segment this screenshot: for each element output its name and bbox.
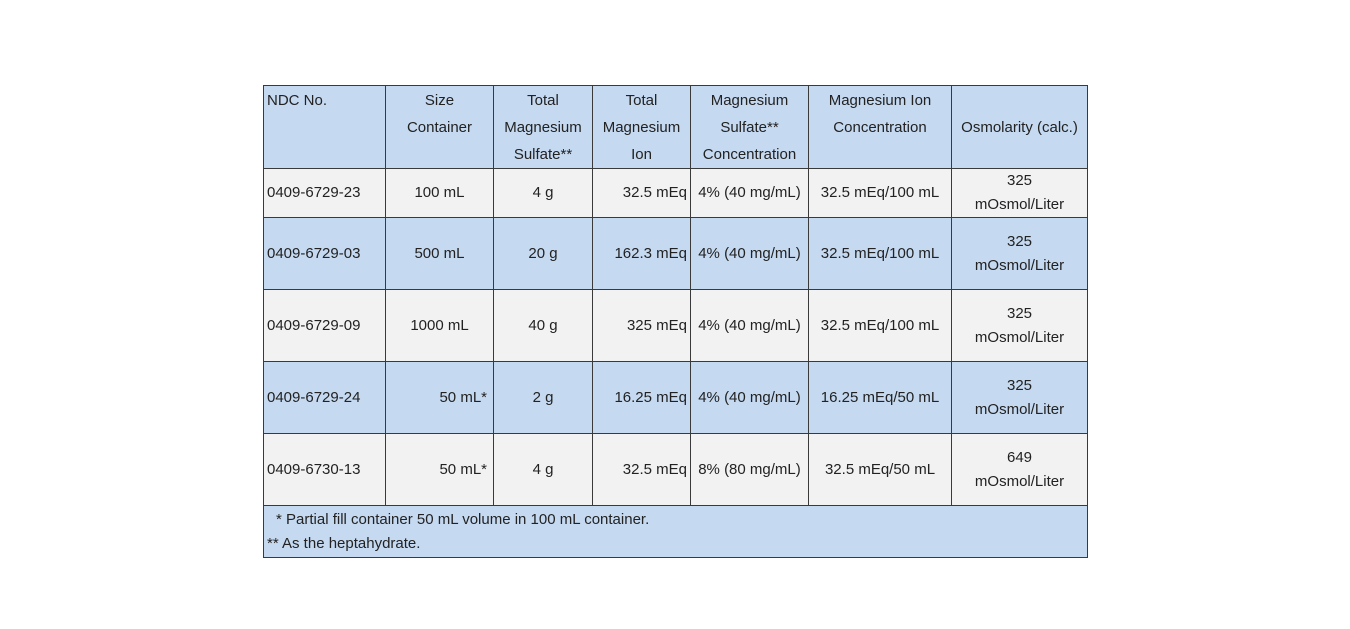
cell-osmolarity [952,362,1088,434]
cell-total-ion: 162.3 mEq [593,218,691,290]
cell-total-ion: 32.5 mEq [593,169,691,218]
cell-total-ion: 32.5 mEq [593,434,691,506]
cell-sulfate-concentration: 4% (40 mg/mL) [691,169,809,218]
cell-ndc: 0409-6730-13 [264,434,386,506]
cell-osmolarity [952,218,1088,290]
cell-total-ion: 16.25 mEq [593,362,691,434]
cell-size: 1000 mL [386,290,494,362]
table-row [264,169,1088,218]
header-size: Size Container [386,86,494,169]
cell-sulfate-concentration: 4% (40 mg/mL) [691,362,809,434]
cell-ion-concentration: 32.5 mEq/100 mL [809,218,952,290]
cell-total-sulfate: 4 g [494,169,593,218]
product-table-container [263,85,1087,558]
header-ndc: NDC No. [264,86,386,169]
cell-sulfate-concentration: 4% (40 mg/mL) [691,290,809,362]
header-total-ion: Total Magnesium Ion [593,86,691,169]
cell-ndc: 0409-6729-03 [264,218,386,290]
footnote-cell [264,506,1088,558]
osmolarity-unit: mOsmol/Liter [974,328,1065,346]
product-table [263,85,1088,558]
header-total-sulfate: Total Magnesium Sulfate** [494,86,593,169]
osmolarity-value: 325 [1006,172,1033,189]
cell-total-ion: 325 mEq [593,290,691,362]
cell-sulfate-concentration: 8% (80 mg/mL) [691,434,809,506]
osmolarity-value: 325 [1006,376,1033,394]
header-ion-concentration: Magnesium Ion Concentration [809,86,952,169]
cell-size: 50 mL* [386,434,494,506]
table-row [264,290,1088,362]
cell-ion-concentration: 16.25 mEq/50 mL [809,362,952,434]
osmolarity-unit: mOsmol/Liter [974,472,1065,490]
cell-ion-concentration: 32.5 mEq/50 mL [809,434,952,506]
header-osmolarity: Osmolarity (calc.) [952,86,1088,169]
header-row [264,86,1088,169]
table-row [264,218,1088,290]
osmolarity-value: 649 [1006,448,1033,466]
cell-ndc: 0409-6729-24 [264,362,386,434]
osmolarity-unit: mOsmol/Liter [974,196,1065,213]
osmolarity-value: 325 [1006,304,1033,322]
cell-total-sulfate: 4 g [494,434,593,506]
cell-osmolarity [952,434,1088,506]
table-row [264,362,1088,434]
footnote-heptahydrate: ** As the heptahydrate. [267,535,421,552]
cell-total-sulfate: 20 g [494,218,593,290]
cell-size: 50 mL* [386,362,494,434]
cell-sulfate-concentration: 4% (40 mg/mL) [691,218,809,290]
cell-size: 500 mL [386,218,494,290]
cell-osmolarity [952,169,1088,218]
osmolarity-value: 325 [1006,232,1033,250]
footnote-partial-fill: * Partial fill container 50 mL volume in 100 mL container. [276,511,650,528]
cell-ion-concentration: 32.5 mEq/100 mL [809,169,952,218]
cell-osmolarity [952,290,1088,362]
cell-ndc: 0409-6729-23 [264,169,386,218]
cell-ion-concentration: 32.5 mEq/100 mL [809,290,952,362]
footnote-row [264,506,1088,558]
header-sulfate-concentration: Magnesium Sulfate** Concentration [691,86,809,169]
cell-size: 100 mL [386,169,494,218]
osmolarity-unit: mOsmol/Liter [974,256,1065,274]
cell-ndc: 0409-6729-09 [264,290,386,362]
cell-total-sulfate: 2 g [494,362,593,434]
cell-total-sulfate: 40 g [494,290,593,362]
osmolarity-unit: mOsmol/Liter [974,400,1065,418]
table-row [264,434,1088,506]
